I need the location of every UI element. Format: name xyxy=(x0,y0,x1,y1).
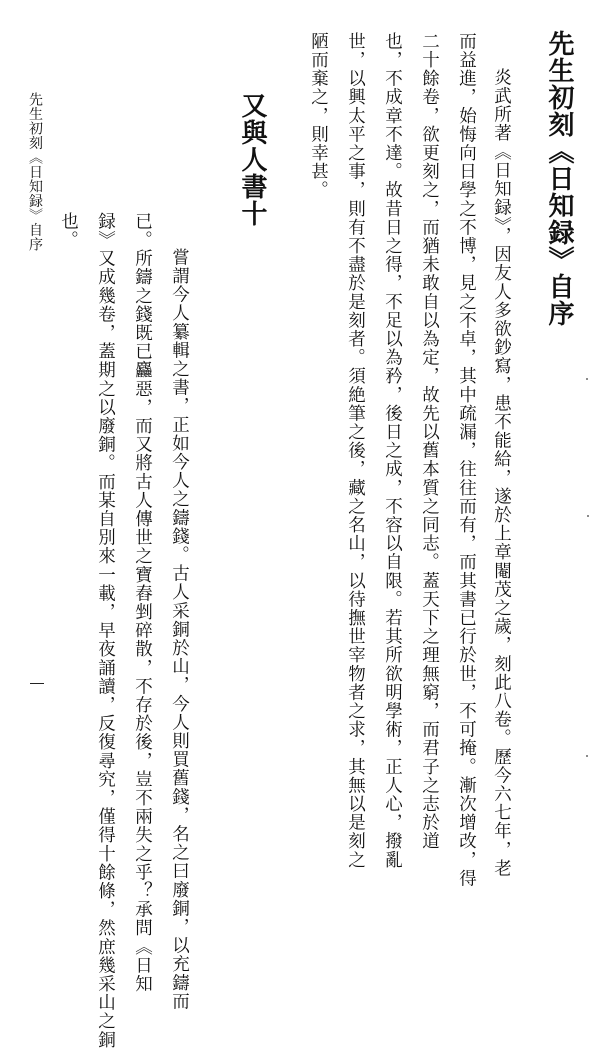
letter-title: 又與人書十 xyxy=(237,92,267,227)
preface-line: 陋而棄之，則幸甚。 xyxy=(308,32,329,200)
preface-line: 而益進，始悔向日學之不博，見之不卓，其中疏漏，往往而有，而其書已行於世，不可掩。漸次增改，得 xyxy=(456,32,477,888)
preface-title: 先生初刻《日知録》自序 xyxy=(544,30,574,327)
scan-speck xyxy=(586,378,588,380)
letter-line: 嘗謂今人纂輯之書，正如今人之鑄錢。古人采銅於山，今人則買舊錢，名之曰廢銅，以充鑄而 xyxy=(169,248,190,1011)
preface-line: 也，不成章不達。故昔日之得，不足以為矜，後日之成，不容以自限。若其所欲明學術，正人心，撥亂 xyxy=(382,32,403,869)
letter-line: 也。 xyxy=(58,212,79,250)
preface-line: 世，以興太平之事，則有不盡於是刻者。須絶筆之後，藏之名山，以待撫世宰物者之求，其無以是刻之 xyxy=(345,32,366,869)
preface-line: 二十餘卷，欲更刻之，而猶未敢自以為定，故先以舊本質之同志。蓋天下之理無窮，而君子之志於道 xyxy=(419,32,440,851)
letter-line: 録》又成幾卷，蓋期之以廢銅。而某自別來一載，早夜誦讀，反復尋究，僅得十餘條，然庶幾采山之銅 xyxy=(95,212,116,1049)
scan-speck xyxy=(586,755,588,757)
footer-caption: 先生初刻《日知録》自序 xyxy=(27,92,43,252)
scan-speck xyxy=(587,515,589,517)
letter-line: 已。所鑄之錢既已麤惡，而又將古人傳世之寶舂剉碎散，不存於後，豈不兩失之乎？承問《日知 xyxy=(132,212,153,994)
preface-line: 炎武所著《日知録》，因友人多欲鈔寫，患不能給，遂於上章閹茂之歲，刻此八卷。歷今六七年，老 xyxy=(491,68,512,878)
margin-dash xyxy=(30,683,44,684)
